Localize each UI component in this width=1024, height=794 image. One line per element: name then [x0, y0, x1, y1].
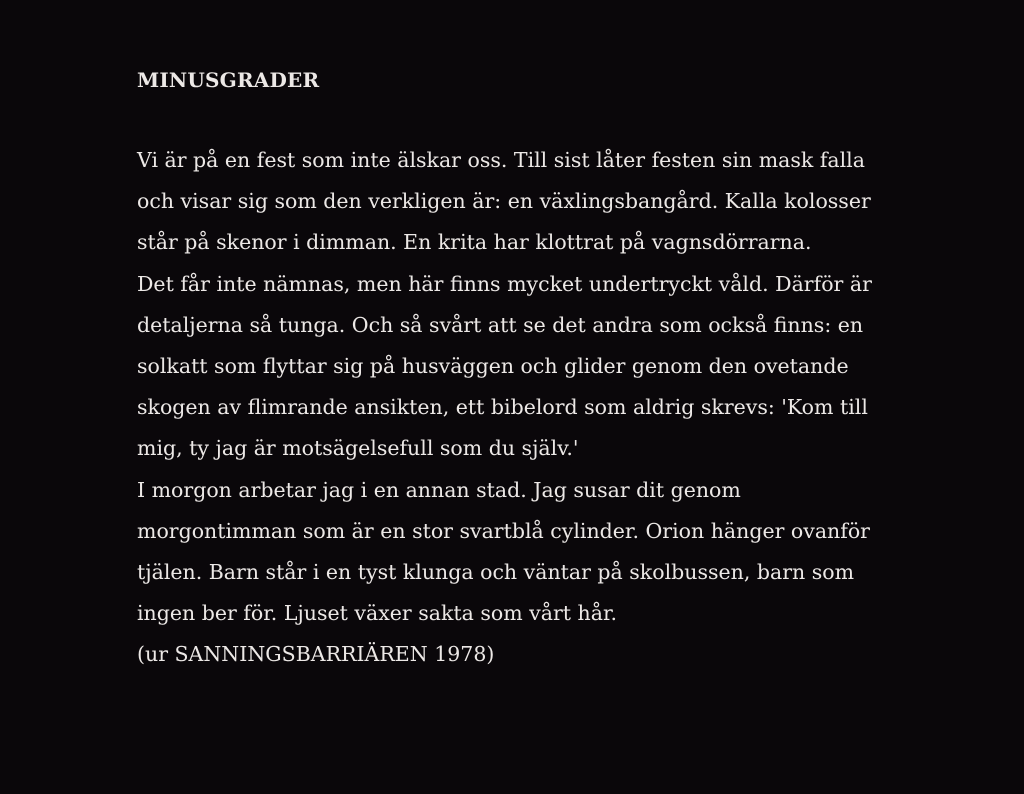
poem-line: Det får inte nämnas, men här finns mycket undertryckt våld. Därför är — [137, 271, 872, 296]
poem-title: MINUSGRADER — [137, 68, 320, 92]
poem-line: I morgon arbetar jag i en annan stad. Jag susar dit genom — [137, 477, 741, 502]
poem-line: ingen ber för. Ljuset växer sakta som vårt hår. — [137, 601, 618, 626]
poem-line: detaljerna så tunga. Och så svårt att se det andra som också finns: en — [137, 312, 864, 337]
poem-line: tjälen. Barn står i en tyst klunga och väntar på skolbussen, barn som — [137, 560, 855, 585]
poem-line: skogen av flimrande ansikten, ett bibelord som aldrig skrevs: 'Kom till — [137, 395, 868, 420]
poem-line: solkatt som flyttar sig på husväggen och glider genom den ovetande — [137, 354, 849, 379]
poem-line: står på skenor i dimman. En krita har klottrat på vagnsdörrarna. — [137, 230, 812, 255]
poem-body — [137, 140, 937, 676]
source-citation: (ur SANNINGSBARRIÄREN 1978) — [137, 642, 495, 667]
poem-line: morgontimman som är en stor svartblå cylinder. Orion hänger ovanför — [137, 518, 870, 543]
poem-line: Vi är på en fest som inte älskar oss. Till sist låter festen sin mask falla — [137, 148, 865, 172]
poem-line: mig, ty jag är motsägelsefull som du själv.' — [137, 436, 579, 461]
poem-line: och visar sig som den verkligen är: en växlingsbangård. Kalla kolosser — [137, 189, 871, 214]
